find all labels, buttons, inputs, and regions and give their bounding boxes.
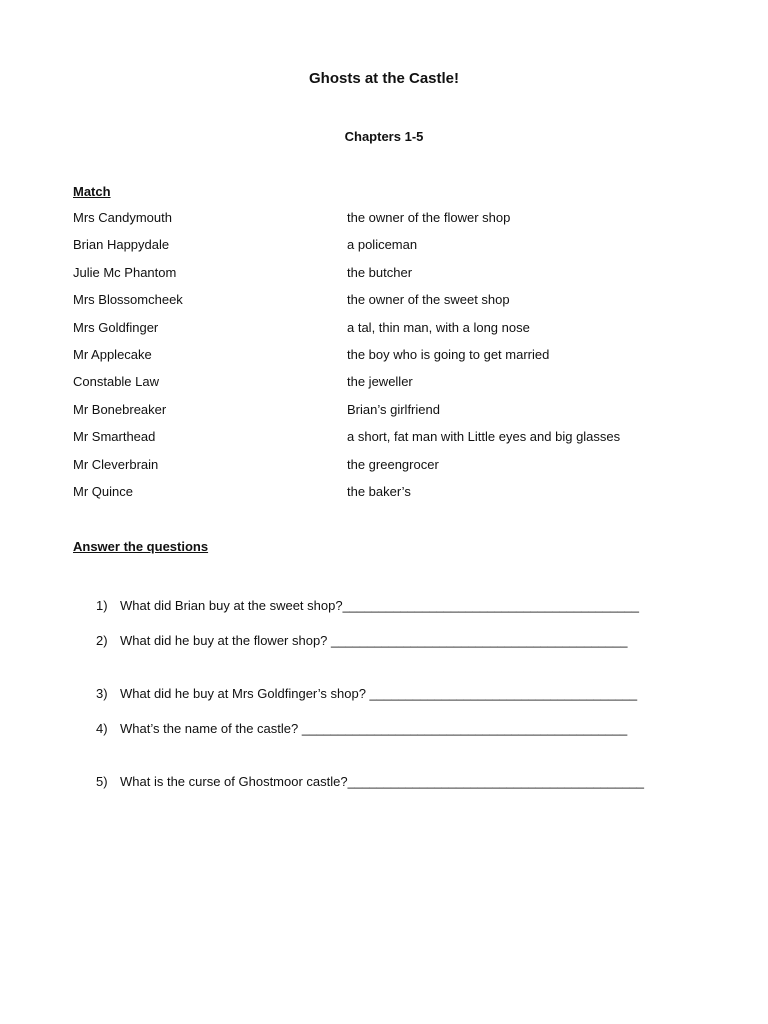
question-number: 2) [96,633,108,648]
question-number: 3) [96,686,108,701]
match-character: Mrs Goldfinger [73,319,159,335]
match-row [73,457,693,484]
match-row [73,402,693,429]
question-item [96,686,637,701]
match-character: Mr Bonebreaker [73,401,167,417]
page-title: Ghosts at the Castle! [308,70,460,87]
match-character: Mrs Blossomcheek [73,292,183,308]
match-character: Mr Cleverbrain [73,456,159,472]
match-description: Brian’s girlfriend [347,401,440,417]
question-item [96,633,627,648]
match-character: Brian Happydale [73,237,170,253]
match-description: the greengrocer [347,456,439,472]
match-description: a tal, thin man, with a long nose [347,319,530,335]
match-row [73,265,693,292]
question-number: 4) [96,721,108,736]
questions-heading: Answer the questions [73,539,209,554]
answer-blank[interactable]: _____________________________________ [369,686,638,701]
question-item [96,774,644,789]
match-description: the baker’s [347,483,411,499]
match-heading: Match [73,184,111,199]
match-description: a policeman [347,237,418,253]
question-item [96,721,627,736]
page-subtitle: Chapters 1-5 [344,129,424,144]
match-row [73,374,693,401]
question-number: 1) [96,598,108,613]
question-item [96,598,639,613]
answer-blank[interactable]: _____________________________________________ [301,721,628,736]
answer-blank[interactable]: _________________________________________ [342,598,640,613]
match-character: Mrs Candymouth [73,210,172,225]
match-description: the jeweller [347,374,413,390]
match-list [73,210,693,511]
match-row [73,347,693,374]
match-character: Mr Quince [73,483,133,499]
answer-blank[interactable]: _________________________________________ [331,633,628,648]
match-character: Mr Smarthead [73,429,156,445]
match-row [73,292,693,319]
match-character: Julie Mc Phantom [73,264,177,280]
match-description: a short, fat man with Little eyes and big glasses [347,429,621,445]
question-text: What did he buy at the flower shop? [120,633,332,648]
match-row [73,429,693,456]
question-number: 5) [96,774,108,789]
match-row [73,320,693,347]
question-text: What did he buy at Mrs Goldfinger’s shop? [120,686,370,701]
question-text: What’s the name of the castle? [120,721,302,736]
match-character: Mr Applecake [73,346,152,362]
match-description: the boy who is going to get married [347,346,550,362]
match-description: the butcher [347,264,413,280]
question-text: What is the curse of Ghostmoor castle? [120,774,348,789]
match-character: Constable Law [73,374,159,390]
match-row [73,484,693,511]
question-text: What did Brian buy at the sweet shop? [120,598,343,613]
match-row [73,210,693,237]
answer-blank[interactable]: _________________________________________ [347,774,645,789]
match-description: the owner of the sweet shop [347,292,510,308]
match-row [73,237,693,264]
match-description: the owner of the flower shop [347,210,511,225]
